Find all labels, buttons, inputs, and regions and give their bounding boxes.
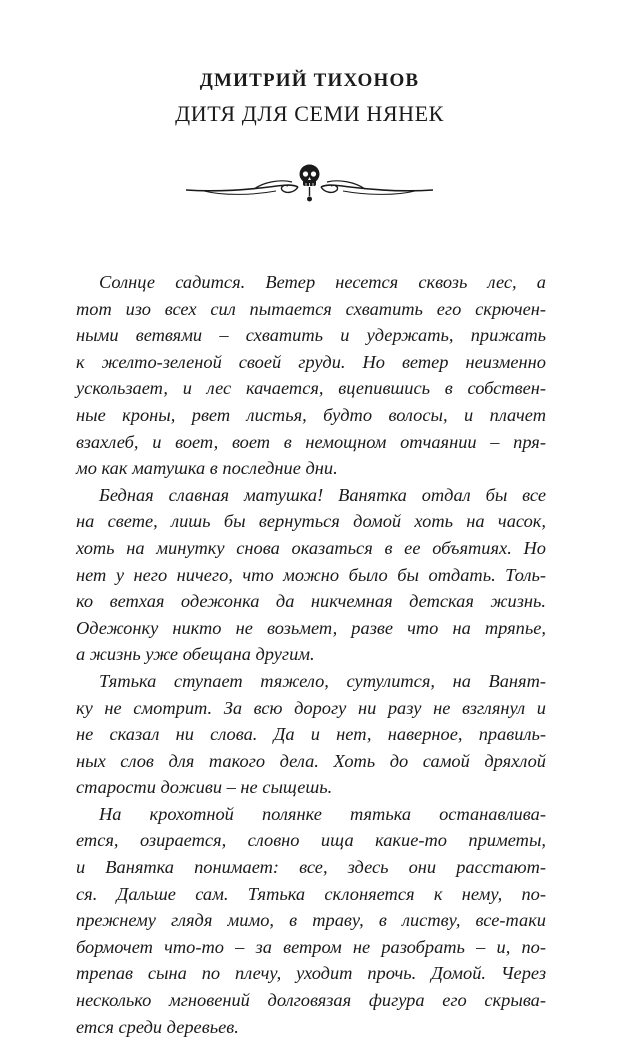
text-line: Тятька ступает тяжело, сутулится, на Ванят- bbox=[99, 670, 546, 691]
text-line: прежнему глядя мимо, в траву, в листву, все-таки bbox=[76, 910, 546, 931]
text-line: ными ветвями – схватить и удержать, прижать bbox=[76, 325, 546, 346]
text-line: а жизнь уже обещана другим. bbox=[76, 644, 315, 665]
text-line: ускользает, и лес качается, вцепившись в собствен- bbox=[76, 378, 546, 399]
text-line: ные кроны, рвет листья, будто волосы, и плачет bbox=[76, 404, 546, 425]
text-line: Солнце садится. Ветер несется сквозь лес, а bbox=[99, 272, 546, 292]
text-line: взахлеб, и воет, воет в немощном отчаянии – пря- bbox=[76, 431, 546, 452]
story-text bbox=[76, 269, 546, 1040]
author-name: ДМИТРИЙ ТИХОНОВ bbox=[199, 70, 420, 91]
text-line: тот изо всех сил пытается схватить его скрючен- bbox=[76, 298, 546, 319]
text-line: не сказал ни слова. Да и нет, наверное, правиль- bbox=[76, 724, 546, 745]
text-line: ку не смотрит. За всю дорогу ни разу не взглянул и bbox=[76, 697, 546, 718]
text-line: нет у него ничего, что можно было бы отдать. Толь- bbox=[76, 564, 546, 585]
text-line: мо как матушка в последние дни. bbox=[76, 458, 338, 479]
text-line: ся. Дальше сам. Тятька склоняется к нему, по- bbox=[76, 883, 546, 904]
text-line: бормочет что-то – за ветром не разобрать – и, по- bbox=[76, 936, 546, 957]
text-line: Бедная славная матушка! Ванятка отдал бы все bbox=[99, 484, 546, 505]
story-title: ДИТЯ ДЛЯ СЕМИ НЯНЕК bbox=[175, 101, 444, 126]
text-line: ко ветхая одежонка да никчемная детская жизнь. bbox=[76, 591, 546, 612]
text-line: несколько мгновений долговязая фигура его скрыва- bbox=[76, 990, 546, 1011]
text-line: на свете, лишь бы вернуться домой хоть на часок, bbox=[76, 511, 546, 532]
text-line: На крохотной полянке тятька останавливa- bbox=[99, 803, 546, 824]
skull-flourish-icon bbox=[184, 160, 435, 206]
text-line: к желто-зеленой своей груди. Но ветер неизменно bbox=[76, 351, 546, 372]
text-line: старости доживи – не сыщешь. bbox=[76, 777, 333, 798]
text-line: и Ванятка понимает: все, здесь они расстают- bbox=[76, 857, 546, 878]
text-line: Одежонку никто не возьмет, разве что на тряпье, bbox=[76, 617, 546, 638]
text-line: хоть на минутку снова оказаться в ее объятиях. Но bbox=[76, 537, 546, 558]
text-line: ется, озирается, словно ища какие-то приметы, bbox=[76, 830, 546, 851]
text-line: ется среди деревьев. bbox=[76, 1016, 239, 1037]
text-line: трепав сына по плечу, уходит прочь. Домой. Через bbox=[76, 963, 546, 984]
text-line: ных слов для такого дела. Хоть до самой дряхлой bbox=[76, 750, 546, 771]
